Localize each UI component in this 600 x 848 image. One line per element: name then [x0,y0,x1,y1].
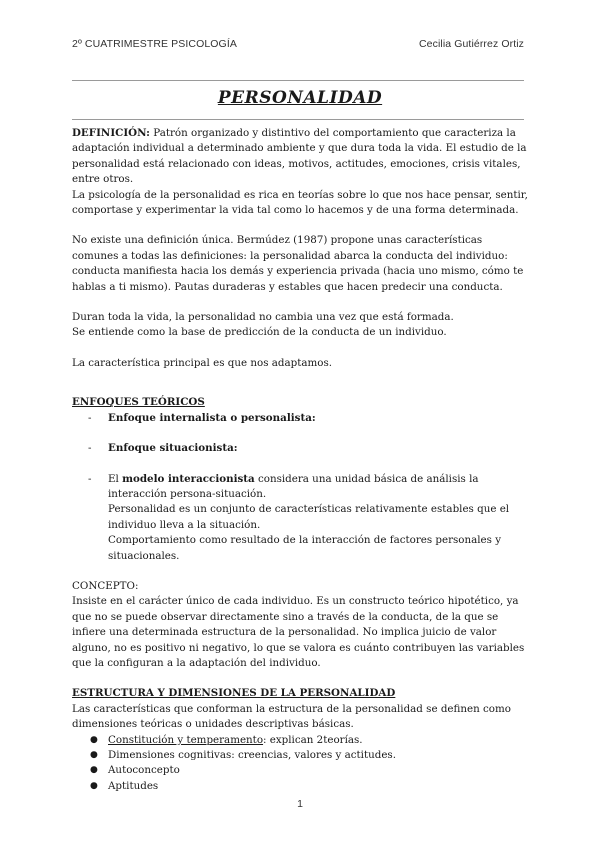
concepto-label: CONCEPTO: [72,579,139,592]
interaccionista-detail-2: Comportamiento como resultado de la interacción de factores personales y situacionales. [108,534,502,562]
list-item: ● Dimensiones cognitivas: creencias, valores y actitudes. [90,749,396,761]
list-item: ● Constitución y temperamento: explican 2teorías. [90,733,363,746]
concepto-text: Insiste en el carácter único de cada individuo. Es un constructo teórico hipotético, ya que no se puede observar directamente sino a través de la conducta, de la que se infiere una determinada estructura de la personalidad. No implica juicio de valor alguno, no es positivo ni negativo, lo que se valora es cuánto contribuyen las variables que la configuran a la adaptación del individuo. [72,595,525,669]
definition-label: DEFINICIÓN: [72,127,150,139]
estructura-list [72,733,528,795]
list-item: - Enfoque internalista o personalista: [88,411,316,424]
page-title: PERSONALIDAD [217,88,383,108]
header-course: 2º CUATRIMESTRE PSICOLOGÍA [72,38,237,50]
title-divider [72,119,524,120]
list-item: ● Aptitudes [90,779,159,792]
definition-text: Patrón organizado y distintivo del comportamiento que caracteriza la adaptación individual a determinado ambiente y que dura toda la vida. El estudio de la personalidad está relacionado con ideas, motivos, actitudes, emociones, crisis vitales, entre otros. [72,127,527,186]
section-heading-enfoques: ENFOQUES TEÓRICOS [72,396,205,409]
intro-paragraph-6: La característica principal es que nos adaptamos. [72,356,333,369]
enfoques-list [72,411,528,564]
document-body [72,126,528,794]
top-divider [72,80,524,81]
list-item: ● Autoconcepto [90,764,180,777]
intro-paragraph-3: No existe una definición única. Bermúdez (1987) propone unas características comunes a todas las definiciones: la personalidad abarca la conducta del individuo: conducta manifiesta hacia los demás y experiencia privada (hacia uno mismo, cómo te hablas a ti mismo). Pautas duraderas y estables que hacen predecir una conducta. [72,234,524,293]
modelo-interaccionista: modelo interaccionista [122,472,255,485]
definition-paragraph [72,126,528,188]
header-author: Cecilia Gutiérrez Ortiz [419,38,524,50]
list-item: - El modelo interaccionista considera una unidad básica de análisis la interacción persona-situación. Personalidad es un conjunto de características relativamente estables que el individuo lleva a la situación. Comportamiento como resultado de la interacción de factores personales y situacionales. [88,472,510,562]
list-item: - Enfoque situacionista: [88,442,238,455]
interaccionista-detail-1: Personalidad es un conjunto de características relativamente estables que el individuo lleva a la situación. [108,503,510,531]
page-number: 1 [297,798,303,810]
section-heading-estructura: ESTRUCTURA Y DIMENSIONES DE LA PERSONALIDAD [72,687,396,700]
enfoque-situacionista: Enfoque situacionista: [108,442,238,455]
intro-paragraph-4: Duran toda la vida, la personalidad no cambia una vez que está formada. [72,311,454,324]
estructura-text: Las características que conforman la estructura de la personalidad se definen como dimensiones teóricas o unidades descriptivas básicas. [72,702,511,731]
constitucion-temperamento: Constitución y temperamento [108,733,264,746]
intro-paragraph-2: La psicología de la personalidad es rica en teorías sobre lo que nos hace pensar, sentir, comportase y experimentar la vida tal como lo hacemos y de una forma determinada. [72,188,528,217]
enfoque-internalista: Enfoque internalista o personalista: [108,411,316,424]
intro-paragraph-5: Se entiende como la base de predicción de la conducta de un individuo. [72,326,447,339]
